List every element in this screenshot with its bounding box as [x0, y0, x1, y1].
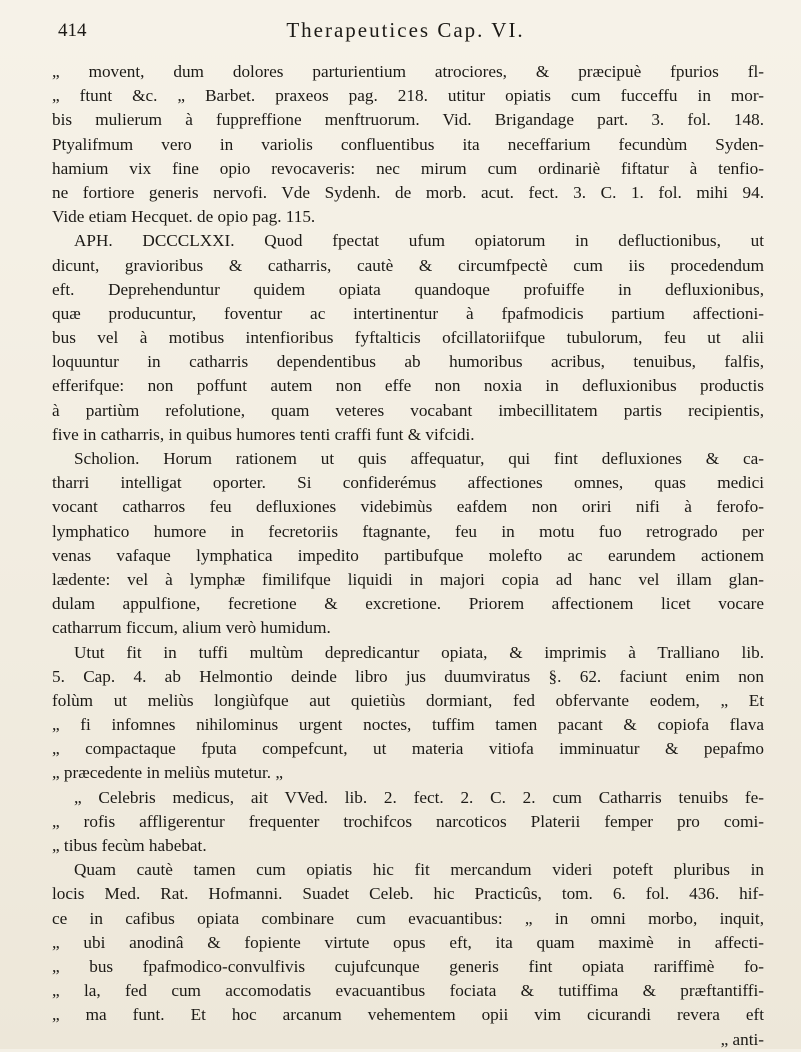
text-line: efferifque: non poffunt autem non effe non noxia in defluxionibus productis: [52, 376, 764, 396]
page-header: [58, 18, 753, 50]
text-line: bus vel à motibus intenfioribus fyftalticis ofcillatoriifque tubulorum, feu ut alii: [52, 328, 764, 348]
paragraph-line: Quam cautè tamen cum opiatis hic fit mercandum videri poteft pluribus in: [74, 860, 764, 880]
catchword: „ anti-: [720, 1029, 764, 1049]
scholion-line: Scholion. Horum rationem ut quis affequatur, qui fint defluxiones & ca-: [74, 449, 764, 468]
quote-line: „ ma funt. Et hoc arcanum vehementem opii vim cicurandi revera eft: [52, 1005, 764, 1025]
body-text: [52, 60, 764, 1052]
text-line: dulam appulfione, fecretione & excretione. Priorem affectionem licet vocare: [52, 594, 764, 614]
text-line: folùm ut meliùs longiùfque aut quietiùs dormiant, fed obfervante eodem, „ Et: [52, 690, 764, 710]
text-line: ne fortiore generis nervofi. Vde Sydenh. de morb. acut. fect. 3. C. 1. fol. mihi 94.: [52, 182, 764, 202]
text-line: lymphatico humore in fecretoriis ftagnante, feu in motu fuo retrogrado per: [52, 521, 764, 541]
text-line: five in catharris, in quibus humores tenti craffi funt & vifcidi.: [52, 424, 475, 444]
aphorism-line: APH. DCCCLXXI. Quod fpectat ufum opiatorum in defluctionibus, ut: [74, 231, 764, 251]
page-number: 414: [58, 20, 87, 41]
text-line: Ptyalifmum vero in variolis confluentibus ita neceffarium fecundùm Syden-: [52, 134, 764, 154]
quote-line: „ rofis affligerentur frequenter trochifcos narcoticos Platerii femper pro comi-: [52, 811, 764, 831]
text-line: à partiùm refolutione, quam veteres vocabant imbecillitatem partis recipientis,: [52, 400, 764, 420]
text-line: catharrum ficcum, alium verò humidum.: [52, 618, 331, 638]
quote-line: „ Celebris medicus, ait VVed. lib. 2. fect. 2. C. 2. cum Catharris tenuibs fe-: [74, 787, 764, 807]
text-line: vocant catharros feu defluxiones videbimùs eafdem non oriri nifi à ferofo-: [52, 497, 764, 517]
text-line: 5. Cap. 4. ab Helmontio deinde libro jus duumviratus §. 62. faciunt enim non: [52, 666, 764, 686]
text-line: Vide etiam Hecquet. de opio pag. 115.: [52, 207, 316, 227]
text-line: „ ftunt &c. „ Barbet. praxeos pag. 218. utitur opiatis cum fucceffu in mor-: [52, 86, 764, 106]
text-line: tharri intelligat oporter. Si confiderémus affectiones omnes, quas medici: [52, 473, 764, 493]
text-line: locis Med. Rat. Hofmanni. Suadet Celeb. hic Practicûs, tom. 6. fol. 436. hif-: [52, 884, 764, 904]
text-line: venas vafaque lymphatica impedito partibufque molefto ac earundem actionem: [52, 545, 764, 565]
quote-line: „ ubi anodinâ & fopiente virtute opus eft, ita quam maximè in affecti-: [52, 932, 764, 952]
text-line: „ movent, dum dolores parturientium atrociores, & præcipuè fpurios fl-: [52, 62, 764, 81]
quote-line: „ tibus fecùm habebat.: [52, 836, 207, 855]
text-line: lædente: vel à lymphæ fimilifque liquidi in majori copia ad hanc vel illam glan-: [52, 569, 764, 589]
paragraph-line: Utut fit in tuffi multùm depredicantur opiata, & imprimis à Tralliano lib.: [74, 642, 764, 662]
quote-line: „ præcedente in meliùs mutetur. „: [52, 763, 284, 783]
text-line: bis mulierum à fuppreffione menftruorum. Vid. Brigandage part. 3. fol. 148.: [52, 110, 764, 130]
text-line: quæ producuntur, foventur ac intertinentur à fpafmodicis partium affectioni-: [52, 303, 764, 323]
text-line: hamium vix fine opio revocaveris: nec mirum cum ordinariè fiftatur à tenfio-: [52, 158, 764, 178]
text-line: dicunt, gravioribus & catharris, cautè & circumfpectè cum iis procedendum: [52, 255, 764, 275]
quote-line: „ fi infomnes nihilominus urgent noctes, tuffim tamen pacant & copiofa flava: [52, 715, 764, 735]
text-line: loquuntur in catharris dependentibus ab humoribus acribus, tenuibus, falfis,: [52, 352, 764, 372]
quote-line: „ la, fed cum accomodatis evacuantibus fociata & tutiffima & præftantiffi-: [52, 981, 764, 1001]
text-line: ce in cafibus opiata combinare cum evacuantibus: „ in omni morbo, inquit,: [52, 908, 764, 928]
quote-line: „ bus fpafmodico-convulfivis cujufcunque generis fint opiata rariffimè fo-: [52, 956, 764, 976]
text-line: eft. Deprehenduntur quidem opiata quandoque profuiffe in defluxionibus,: [52, 279, 764, 299]
running-head: Therapeutices Cap. VI.: [286, 18, 525, 42]
quote-line: „ compactaque fputa compefcunt, ut materia vitiofa imminuatur & pepafmo: [52, 739, 764, 759]
